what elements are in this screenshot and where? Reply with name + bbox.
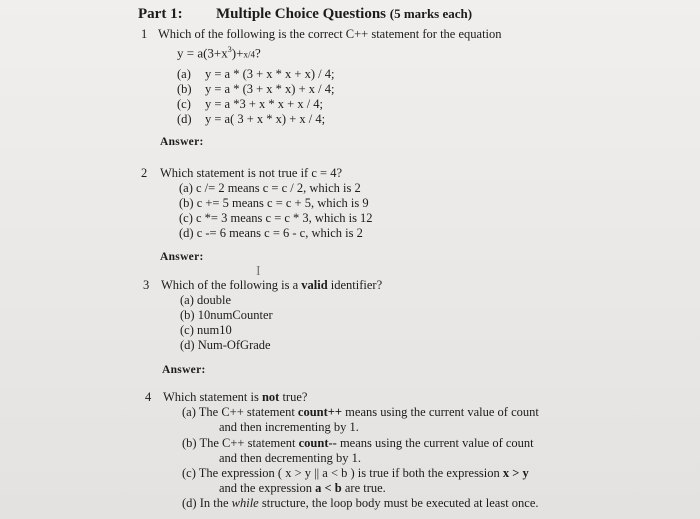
option: (a) c /= 2 means c = c / 2, which is 2 [179, 181, 361, 195]
option: (c) c *= 3 means c = c * 3, which is 12 [179, 211, 373, 225]
question-text: Which of the following is the correct C++ statement for the equation [158, 27, 502, 41]
marks-note: (5 marks each) [389, 6, 473, 21]
answer-label: Answer: [160, 136, 204, 148]
option: (c) num10 [180, 323, 232, 337]
option: (d) y = a( 3 + x * x) + x / 4; [177, 112, 326, 126]
option: (c) y = a *3 + x * x + x / 4; [177, 97, 324, 111]
section-title: Multiple Choice Questions [216, 6, 387, 22]
option: (c) The expression ( x > y || a < b ) is true if both the expression x > y [182, 466, 529, 480]
option: (a) The C++ statement count++ means using the current value of count [182, 405, 539, 419]
option: (d) Num-OfGrade [180, 338, 271, 352]
question-number: 3 [143, 278, 150, 292]
question-text: Which statement is not true? [163, 390, 308, 404]
question-number: 1 [141, 27, 148, 41]
option-continuation: and then decrementing by 1. [219, 451, 361, 465]
option: (b) 10numCounter [180, 308, 273, 322]
option: (d) c -= 6 means c = 6 - c, which is 2 [179, 226, 363, 240]
option-continuation: and then incrementing by 1. [219, 420, 359, 434]
question-text: Which of the following is a valid identifier? [161, 278, 383, 292]
answer-label: Answer: [160, 251, 204, 263]
part-label: Part 1: [138, 6, 183, 22]
option: (d) In the while structure, the loop body must be executed at least once. [182, 496, 539, 510]
section-header [138, 6, 472, 23]
option: (b) y = a * (3 + x * x) + x / 4; [177, 82, 335, 96]
option: (b) The C++ statement count-- means using the current value of count [182, 436, 534, 450]
question-number: 2 [141, 166, 148, 180]
answer-label: Answer: [162, 364, 206, 376]
option: (a) double [180, 293, 232, 307]
option-continuation: and the expression a < b are true. [219, 481, 386, 495]
question-number: 4 [145, 390, 152, 404]
question-text: Which statement is not true if c = 4? [160, 166, 342, 180]
option: (a) y = a * (3 + x * x + x) / 4; [177, 67, 335, 81]
equation: $y = a(3+x^3)+x/4$? [177, 45, 261, 61]
text-cursor-icon: I [256, 264, 261, 279]
option: (b) c += 5 means c = c + 5, which is 9 [179, 196, 369, 210]
